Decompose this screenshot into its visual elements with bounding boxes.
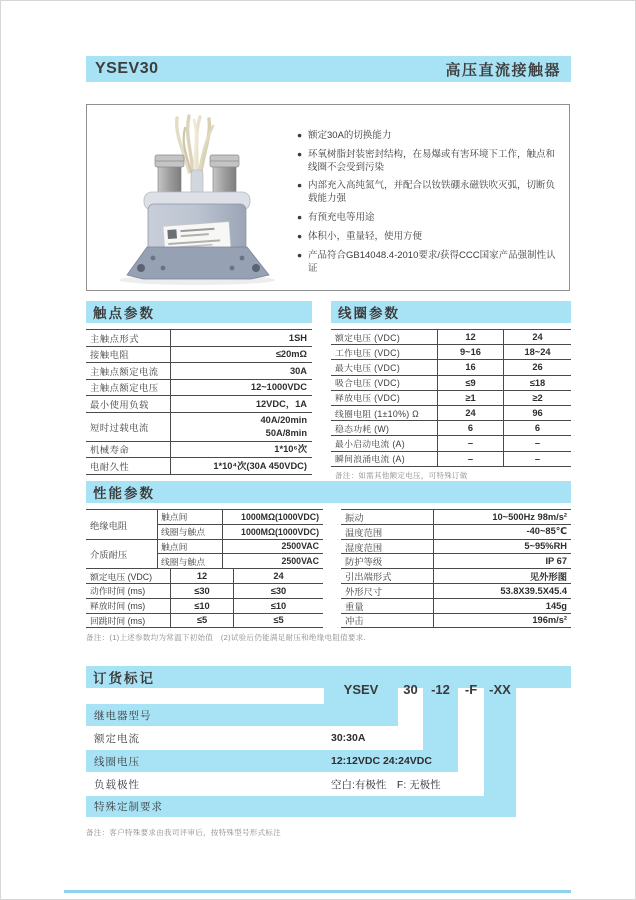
sub-label: 触点间 (158, 540, 223, 555)
product-photo (101, 108, 293, 287)
order-row-label: 线圈电压 (94, 755, 140, 768)
param-label: 释放时间 (ms) (90, 601, 146, 612)
value-24v: – (503, 452, 571, 466)
param-label: 机械寿命 (90, 445, 130, 456)
coil-table-note: 备注：如需其他额定电压，可特殊订做 (335, 471, 468, 480)
order-code-polarity: -F (464, 682, 478, 697)
param-value: 见外形图 (433, 569, 571, 583)
ordering-note: 备注：客户特殊要求由我司评审后，按特殊型号形式标注 (86, 828, 281, 837)
param-value: 1000MΩ(1000VDC) (241, 526, 319, 537)
order-row-coil-voltage (86, 750, 458, 772)
list-item (297, 180, 563, 206)
value-24v: 24 (233, 569, 323, 583)
order-row-rated-current (86, 728, 516, 748)
param-label: 工作电压 (VDC) (335, 347, 401, 358)
table-row (86, 569, 323, 584)
table-row (86, 599, 323, 614)
order-row-model (86, 704, 398, 726)
param-label: 引出端形式 (345, 572, 392, 583)
table-row (86, 442, 312, 459)
footer-rule (64, 890, 571, 893)
table-row (86, 413, 312, 442)
feature-list (297, 130, 563, 281)
header-bar (86, 56, 571, 82)
value-12v: 6 (437, 421, 503, 435)
value-12v: – (437, 452, 503, 466)
table-row (331, 330, 571, 345)
list-item (297, 130, 563, 143)
order-row-label: 额定电流 (94, 732, 140, 745)
order-row-custom-requirements (86, 796, 516, 817)
value-24v: ≤30 (233, 584, 323, 598)
param-label: 电耐久性 (90, 461, 130, 472)
sub-label: 线圈与触点 (158, 554, 223, 568)
param-value: 2500VAC (281, 556, 319, 567)
order-row-value: 12:12VDC 24:24VDC (331, 755, 432, 767)
table-row (331, 406, 571, 421)
value-12v: 12 (437, 330, 503, 344)
table-row (86, 458, 312, 475)
table-row (341, 584, 571, 599)
table-row (341, 614, 571, 629)
section-title-ordering: 订货标记 (86, 666, 571, 688)
value-24v: ≤18 (503, 376, 571, 390)
table-row (86, 614, 323, 629)
table-row (341, 525, 571, 540)
order-row-label: 负载极性 (94, 778, 140, 791)
table-row (341, 540, 571, 555)
table-row (331, 360, 571, 375)
coil-params-table (331, 329, 571, 467)
param-label: 瞬间浪涌电流 (A) (335, 454, 405, 465)
param-label: 重量 (345, 601, 364, 612)
order-row-value: 空白:有极性 F: 无极性 (331, 778, 441, 791)
param-label: 额定电压 (VDC) (90, 571, 153, 582)
list-item (297, 250, 563, 276)
value-12v: 16 (437, 360, 503, 374)
section-title-coil-params: 线圈参数 (331, 301, 571, 323)
feature-text: 产品符合GB14048.4-2010要求/获得CCC国家产品强制性认证 (308, 249, 556, 274)
feature-text: 内部充入高纯氮气，并配合以钕铁硼永磁铁吹灭弧，切断负载能力强 (308, 180, 556, 205)
value-24v: ≥2 (503, 391, 571, 405)
param-label: 吸合电压 (VDC) (335, 378, 401, 389)
order-row-value: 30:30A (331, 732, 366, 744)
table-row (331, 452, 571, 467)
param-value: 145g (433, 599, 571, 613)
value-12v: ≤5 (170, 614, 233, 628)
table-row (341, 599, 571, 614)
table-row (341, 554, 571, 569)
table-row (341, 569, 571, 584)
param-label: 主触点额定电流 (90, 366, 159, 377)
param-value: IP 67 (433, 554, 571, 568)
param-value-line2: 50A/8min (265, 427, 307, 438)
param-value: 1*10⁶次 (170, 442, 312, 458)
param-value: 196m/s² (433, 614, 571, 628)
list-item (297, 212, 563, 225)
value-24v: 6 (503, 421, 571, 435)
order-row-load-polarity (86, 774, 516, 794)
param-label: 最小使用负载 (90, 399, 149, 410)
param-value: ≤20mΩ (170, 347, 312, 363)
order-code-custom: -XX (484, 676, 516, 703)
value-12v: ≥1 (437, 391, 503, 405)
param-value (170, 413, 312, 441)
param-label: 释放电压 (VDC) (335, 393, 401, 404)
value-24v: 18~24 (503, 345, 571, 359)
param-value: 10~500Hz 98m/s² (433, 510, 571, 524)
param-value: 12VDC，1A (170, 396, 312, 412)
value-12v: – (437, 436, 503, 450)
value-24v: – (503, 436, 571, 450)
feature-text: 体积小，重量轻，使用方便 (308, 230, 423, 242)
performance-right-table (341, 509, 571, 628)
value-12v: 9~16 (437, 345, 503, 359)
param-value: 53.8X39.5X45.4 (433, 584, 571, 598)
table-row (86, 347, 312, 364)
param-value: 12~1000VDC (170, 380, 312, 396)
param-label: 湿度范围 (345, 542, 383, 553)
list-item (297, 231, 563, 244)
contact-params-table (86, 329, 312, 475)
value-12v: 12 (170, 569, 233, 583)
param-label: 短时过载电流 (90, 422, 149, 433)
performance-note: 备注：(1)上述参数均为常温下初始值 (2)试验后仍能满足耐压和绝缘电阻值要求. (86, 633, 366, 642)
value-24v: 96 (503, 406, 571, 420)
param-value: 30A (170, 363, 312, 379)
value-24v: 26 (503, 360, 571, 374)
value-24v: ≤5 (233, 614, 323, 628)
value-12v: 24 (437, 406, 503, 420)
table-row (86, 363, 312, 380)
param-value-line1: 40A/20min (260, 415, 307, 426)
param-label: 外形尺寸 (345, 586, 383, 597)
list-item (297, 149, 563, 175)
table-row (331, 376, 571, 391)
value-12v: ≤9 (437, 376, 503, 390)
table-row (331, 345, 571, 360)
table-row (86, 396, 312, 413)
param-label: 最大电压 (VDC) (335, 362, 401, 373)
param-value: 1000MΩ(1000VDC) (223, 510, 323, 525)
table-row (331, 421, 571, 436)
table-row (86, 584, 323, 599)
param-label: 振动 (345, 512, 364, 523)
param-value: 5~95%RH (433, 540, 571, 554)
table-row (341, 510, 571, 525)
param-label: 稳态功耗 (W) (335, 423, 390, 434)
order-code-current: 30 (403, 682, 418, 697)
param-label: 主触点额定电压 (90, 383, 159, 394)
order-code-coil-voltage: -12 (423, 676, 458, 703)
table-row (86, 330, 312, 347)
table-row (331, 436, 571, 451)
table-row (331, 391, 571, 406)
order-row-label: 特殊定制要求 (94, 801, 163, 813)
param-label: 防护等级 (345, 557, 383, 568)
model-number: YSEV30 (95, 60, 159, 77)
param-value: 1SH (170, 330, 312, 346)
table-row (86, 380, 312, 397)
value-12v: ≤10 (170, 599, 233, 613)
section-title-contact-params: 触点参数 (86, 301, 312, 323)
param-label: 温度范围 (345, 527, 383, 538)
section-title-performance: 性能参数 (86, 481, 571, 503)
param-label: 回跳时间 (ms) (90, 615, 146, 626)
param-label: 线圈电阻 (1±10%) Ω (335, 408, 420, 419)
product-overview-box (86, 104, 570, 291)
param-label: 主触点形式 (90, 333, 139, 344)
page-title: 高压直流接触器 (445, 61, 561, 79)
param-label: 冲击 (345, 616, 364, 627)
performance-left-table (86, 509, 323, 628)
param-value: 2500VAC (223, 540, 323, 555)
sub-label: 线圈与触点 (158, 525, 223, 539)
group-label-insulation-resistance: 绝缘电阻 (90, 520, 128, 531)
order-row-label: 继电器型号 (94, 709, 152, 722)
param-value: -40~85℃ (433, 525, 571, 539)
param-label: 动作时间 (ms) (90, 586, 146, 597)
feature-text: 环氧树脂封装密封结构，在易爆或有害环境下工作，触点和线圈不会受到污染 (308, 148, 556, 173)
param-value: 1*10⁴次(30A 450VDC) (170, 458, 312, 474)
order-code-series: YSEV (324, 676, 398, 703)
value-12v: ≤30 (170, 584, 233, 598)
value-24v: ≤10 (233, 599, 323, 613)
feature-text: 额定30A的切换能力 (308, 130, 392, 141)
sub-label: 触点间 (158, 510, 223, 525)
param-label: 额定电压 (VDC) (335, 332, 401, 343)
param-label: 最小启动电流 (A) (335, 438, 405, 449)
param-label: 接触电阻 (90, 350, 130, 361)
feature-text: 有预充电等用途 (308, 212, 375, 224)
group-label-dielectric-strength: 介质耐压 (90, 550, 128, 561)
value-24v: 24 (503, 330, 571, 344)
